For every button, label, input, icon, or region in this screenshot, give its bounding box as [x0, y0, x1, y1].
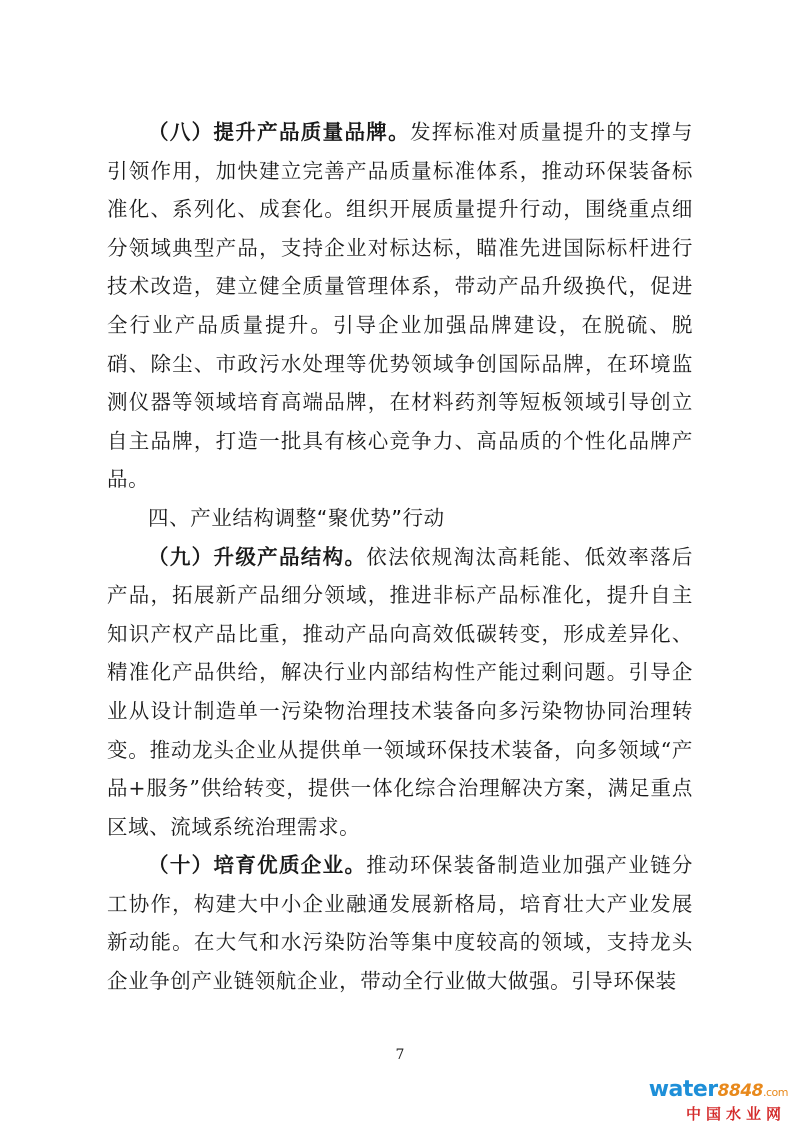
page-number: 7 — [395, 1047, 405, 1063]
watermark-word: water — [648, 1077, 718, 1102]
watermark-caption: 中国水业网 — [685, 1105, 786, 1123]
paragraph-9-text: 依法依规淘汰高耗能、低效率落后产品，拓展新产品细分领域，推进非标产品标准化，提升自主知识产权产品比重，推动产品向高效低碳转变，形成差异化、精准化产品供给，解决行业内部结构性产能过剩问题。引导企业从设计制造单一污染物治理技术装备向多污染物协同治理转变。推动龙头企业从提供单一领域环保技术装备，向多领域“产品+服务”供给转变，提供一体化综合治理解决方案，满足重点区域、流域系统治理需求。 — [107, 544, 694, 839]
paragraph-9 — [107, 538, 693, 847]
watermark-number: 8848 — [717, 1081, 763, 1101]
paragraph-8 — [107, 113, 693, 499]
paragraph-10 — [107, 846, 693, 1000]
paragraph-10-text: 推动环保装备制造业加强产业链分工协作，构建大中小企业融通发展新格局，培育壮大产业发展新动能。在大气和水污染防治等集中度较高的领域，支持龙头企业争创产业链领航企业，带动全行业做大做强。引导环保装 — [107, 853, 694, 994]
watermark-wordmark — [649, 1077, 788, 1102]
watermark-logo — [648, 1077, 788, 1125]
paragraph-10-title: （十）培育优质企业。 — [148, 853, 367, 878]
paragraph-8-text: 发挥标准对质量提升的支撑与引领作用，加快建立完善产品质量标准体系，推动环保装备标准化、系列化、成套化。组织开展质量提升行动，围绕重点细分领域典型产品，支持企业对标达标，瞄准先进国际标杆进行技术改造，建立健全质量管理体系，带动产品升级换代，促进全行业产品质量提升。引导企业加强品牌建设，在脱硫、脱硝、除尘、市政污水处理等优势领域争创国际品牌，在环境监测仪器等领域培育高端品牌，在材料药剂等短板领域引导创立自主品牌，打造一批具有核心竞争力、高品质的个性化品牌产品。 — [107, 120, 693, 492]
watermark-domain: .com — [763, 1086, 788, 1099]
body-text — [107, 113, 693, 1001]
paragraph-8-title: （八）提升产品质量品牌。 — [148, 120, 410, 144]
section-heading-4: 四、产业结构调整“聚优势”行动 — [148, 505, 445, 530]
paragraph-9-title: （九）升级产品结构。 — [148, 544, 367, 569]
